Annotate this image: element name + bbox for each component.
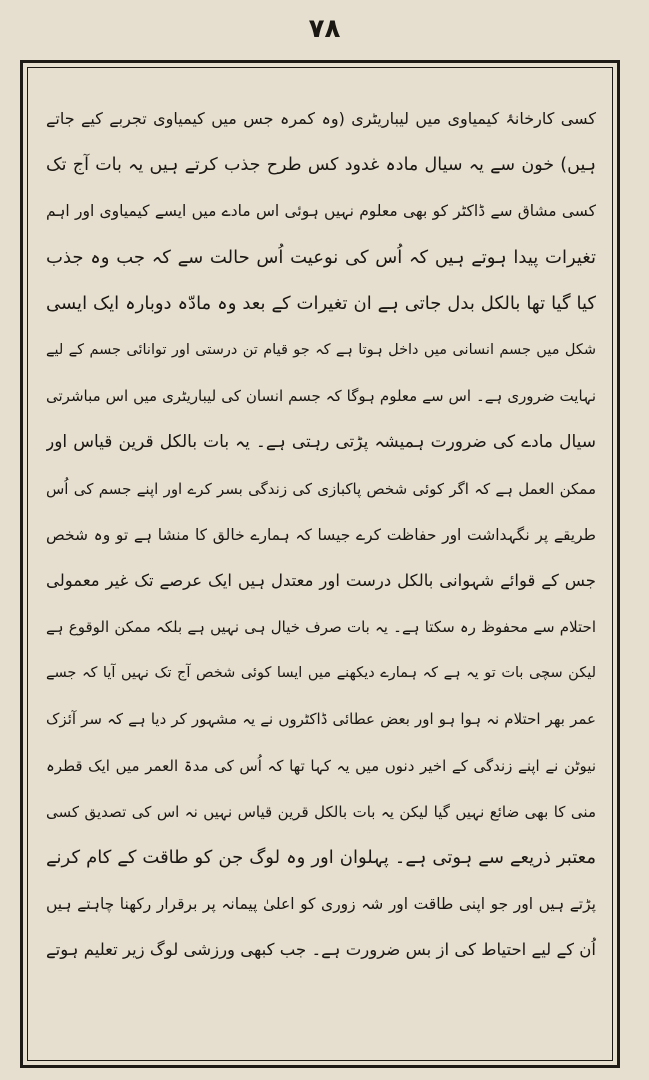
text-line: طریقے پر نگہداشت اور حفاظت کرے جیسا کہ ہمارے خالق کا منشا ہے تو وہ شخص [46, 525, 596, 544]
text-line: سیال مادے کی ضرورت ہمیشہ پڑتی رہتی ہے۔ یہ بات بالکل قرین قیاس اور [46, 432, 596, 453]
text-line: احتلام سے محفوظ رہ سکتا ہے۔ یہ بات صرف خیال ہی نہیں ہے بلکہ ممکن الوقوع ہے [46, 618, 596, 637]
text-line: ممکن العمل ہے کہ اگر کوئی شخص پاکبازی کی زندگی بسر کرے اور اپنے جسم کی اُس [46, 479, 596, 498]
text-line: عمر بھر احتلام نہ ہوا ہو اور بعض عطائی ڈاکٹروں نے یہ مشہور کر دیا ہے کہ سر آئزک [46, 710, 596, 729]
page-number: ۷۸ [308, 14, 341, 44]
text-line: کیا گیا تھا بالکل بدل جاتی ہے ان تغیرات کے بعد وہ مادّہ دوبارہ ایک ایسی [46, 292, 596, 314]
text-line: شکل میں جسم انسانی میں داخل ہوتا ہے کہ جو قیام تن درستی اور توانائی جسم کے لیے [46, 341, 596, 358]
text-line: نہایت ضروری ہے۔ اس سے معلوم ہوگا کہ جسم انسان کی لیباریٹری میں اس مباشرتی [46, 387, 596, 406]
text-line: جس کے قوائے شہوانی بالکل درست اور معتدل ہیں ایک عرصے تک غیر معمولی [46, 570, 596, 590]
text-line: تغیرات پیدا ہوتے ہیں کہ اُس کی نوعیت اُس حالت سے کہ جب وہ جذب [46, 246, 596, 268]
text-line: معتبر ذریعے سے ہوتی ہے۔ پہلوان اور وہ لوگ جن کو طاقت کے کام کرنے [46, 847, 596, 868]
text-line: اُن کے لیے احتیاط کی از بس ضرورت ہے۔ جب کبھی ورزشی لوگ زیر تعلیم ہوتے [46, 940, 596, 960]
page-border [20, 60, 620, 1068]
text-line: منی کا بھی ضائع نہیں گیا لیکن یہ بات بالکل قرین قیاس نہیں نہ اس کی تصدیق کسی [46, 802, 596, 821]
text-line: کسی کارخانۂ کیمیاوی میں لیباریٹری (وہ کمرہ جس میں کیمیاوی تجربے کیے جاتے [46, 109, 596, 128]
page-inner-border [27, 67, 613, 1061]
text-line: پڑتے ہیں اور جو اپنی طاقت اور شہ زوری کو اعلیٰ پیمانہ پر برقرار رکھنا چاہتے ہیں [46, 895, 596, 914]
text-line: نیوٹن نے اپنے زندگی کے اخیر دنوں میں یہ کہا تھا کہ اُس کی مدۃ العمر میں ایک قطرہ [46, 756, 596, 775]
text-line: کسی مشاق سے ڈاکٹر کو بھی معلوم نہیں ہوئی اس مادے میں ایسے کیمیاوی اور اہم [46, 202, 596, 221]
text-line: لیکن سچی بات تو یہ ہے کہ ہمارے دیکھنے میں ایسا کوئی شخص آج تک نہیں آیا کہ جسے [46, 665, 596, 682]
text-line: ہیں) خون سے یہ سیال مادہ غدود کس طرح جذب کرتے ہیں یہ بات آج تک [46, 155, 596, 176]
body-text [46, 96, 596, 1052]
